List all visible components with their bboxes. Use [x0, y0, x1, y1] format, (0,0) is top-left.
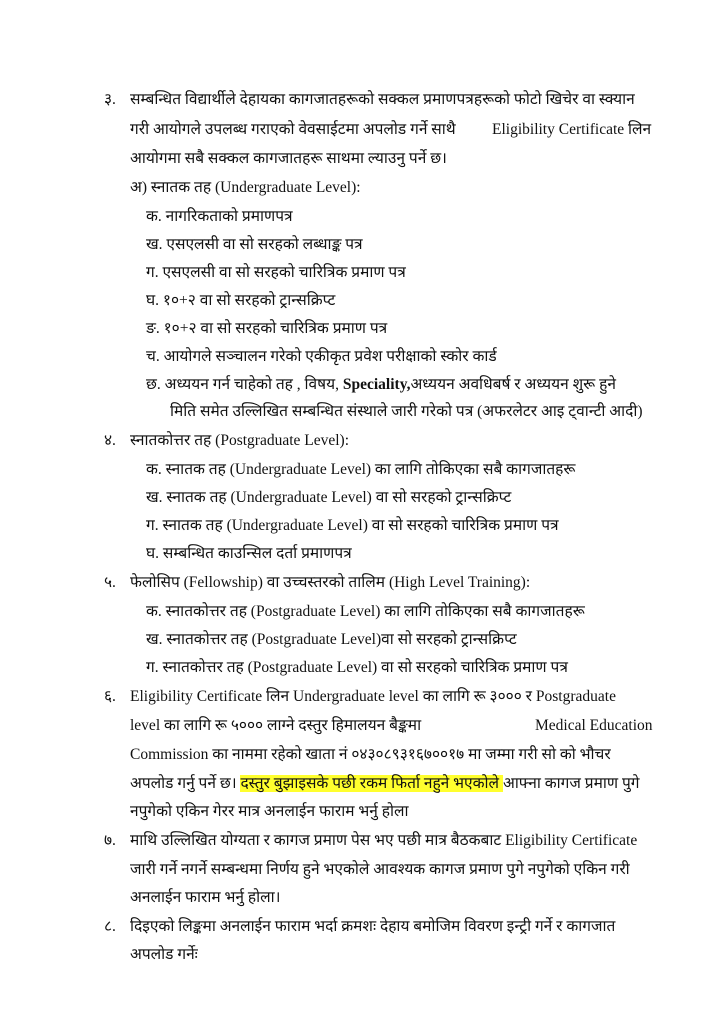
item-6-text: आफ्ना कागज प्रमाण पुगे	[502, 775, 640, 792]
item-3-line-2a: गरी आयोगले उपलब्ध गराएको वेवसाईटमा अपलोड गर्ने साथै	[130, 121, 456, 138]
speciality-bold-text: Speciality,	[342, 376, 411, 393]
list-item: घ. १०+२ वा सो सरहको ट्रान्सक्रिप्ट	[146, 292, 336, 309]
item-6-number: ६.	[104, 688, 116, 705]
list-item-continuation: मिति समेत उल्लिखित सम्बन्धित संस्थाले जारी गरेको पत्र (अफरलेटर आइ ट्वान्टी आदी)	[170, 403, 643, 420]
item-3-line-1: सम्बन्धित विद्यार्थीले देहायका कागजातहरूको सक्कल प्रमाणपत्रहरूको फोटो खिचेर वा स्क्यान	[130, 91, 635, 108]
item-3-line-2b: Eligibility Certificate लिन	[492, 121, 652, 138]
item-4-title: स्नातकोत्तर तह (Postgraduate Level):	[130, 432, 350, 449]
item-8-line-2: अपलोड गर्नेः	[130, 946, 198, 963]
list-item: घ. सम्बन्धित काउन्सिल दर्ता प्रमाणपत्र	[146, 545, 352, 562]
list-item: क. स्नातक तह (Undergraduate Level) का लागि तोकिएका सबै कागजातहरू	[146, 461, 576, 478]
list-item: ग. स्नातक तह (Undergraduate Level) वा सो सरहको चारित्रिक प्रमाण पत्र	[146, 517, 559, 534]
item-7-line-1: माथि उल्लिखित योग्यता र कागज प्रमाण पेस भए पछी मात्र बैठकबाट Eligibility Certificate	[130, 832, 638, 849]
item-3-line-3: आयोगमा सबै सक्कल कागजातहरू साथमा ल्याउनु पर्ने छ।	[130, 150, 447, 167]
item-8-line-1: दिइएको लिङ्कमा अनलाईन फाराम भर्दा क्रमशः देहाय बमोजिम विवरण इन्ट्री गर्ने र कागजात	[130, 918, 616, 935]
item-6-line-2b: Medical Education	[535, 717, 653, 734]
list-item: ख. स्नातकोत्तर तह (Postgraduate Level)वा सो सरहको ट्रान्सक्रिप्ट	[146, 631, 517, 648]
list-item: ङ. १०+२ वा सो सरहको चारित्रिक प्रमाण पत्र	[146, 320, 388, 337]
item-6-line-1: Eligibility Certificate लिन Undergraduate level का लागि रू ३००० र Postgraduate	[130, 688, 616, 705]
list-item: क. स्नातकोत्तर तह (Postgraduate Level) का लागि तोकिएका सबै कागजातहरू	[146, 603, 585, 620]
item-3-number: ३.	[104, 91, 116, 108]
list-item-speciality	[146, 375, 616, 395]
list-item: ख. स्नातक तह (Undergraduate Level) वा सो सरहको ट्रान्सक्रिप्ट	[146, 489, 512, 506]
item-6-line-4	[130, 774, 640, 794]
item-5-number: ५.	[104, 574, 116, 591]
highlighted-notice: दस्तुर बुझाइसके पछी रकम फिर्ता नहुने भएकोले	[240, 775, 503, 792]
list-item: क. नागरिकताको प्रमाणपत्र	[146, 208, 293, 225]
list-item: ख. एसएलसी वा सो सरहको लब्धाङ्क पत्र	[146, 236, 363, 253]
item-6-line-2a: level का लागि रू ५००० लाग्ने दस्तुर हिमालयन बैङ्कमा	[130, 717, 422, 734]
item-6-line-5: नपुगेको एकिन गेरर मात्र अनलाईन फाराम भर्नु होला	[130, 803, 409, 820]
item-5-title: फेलोसिप (Fellowship) वा उच्चस्तरको तालिम (High Level Training):	[130, 574, 531, 591]
list-item-text: छ. अध्ययन गर्न चाहेको तह , विषय,	[146, 376, 343, 393]
item-6-text: अपलोड गर्नु पर्ने छ।	[130, 775, 241, 792]
list-item: ग. एसएलसी वा सो सरहको चारित्रिक प्रमाण पत्र	[146, 264, 406, 281]
item-8-number: ८.	[104, 918, 116, 935]
item-6-line-3: Commission का नाममा रहेको खाता नं ०४३०८९३१६७००१७ मा जम्मा गरी सो को भौचर	[130, 746, 611, 763]
item-7-line-3: अनलाईन फाराम भर्नु होला।	[130, 889, 281, 906]
item-4-number: ४.	[104, 432, 116, 449]
item-7-line-2: जारी गर्ने नगर्ने सम्बन्धमा निर्णय हुने भएकोले आवश्यक कागज प्रमाण पुगे नपुगेको एकिन गरी	[130, 861, 630, 878]
list-item: च. आयोगले सञ्चालन गरेको एकीकृत प्रवेश परीक्षाको स्कोर कार्ड	[146, 348, 497, 365]
list-item: ग. स्नातकोत्तर तह (Postgraduate Level) वा सो सरहको चारित्रिक प्रमाण पत्र	[146, 659, 568, 676]
item-7-number: ७.	[104, 832, 116, 849]
list-item-text: अध्ययन अवधिबर्ष र अध्ययन शुरू हुने	[410, 376, 616, 393]
sub-heading-undergraduate: अ) स्नातक तह (Undergraduate Level):	[130, 179, 361, 196]
